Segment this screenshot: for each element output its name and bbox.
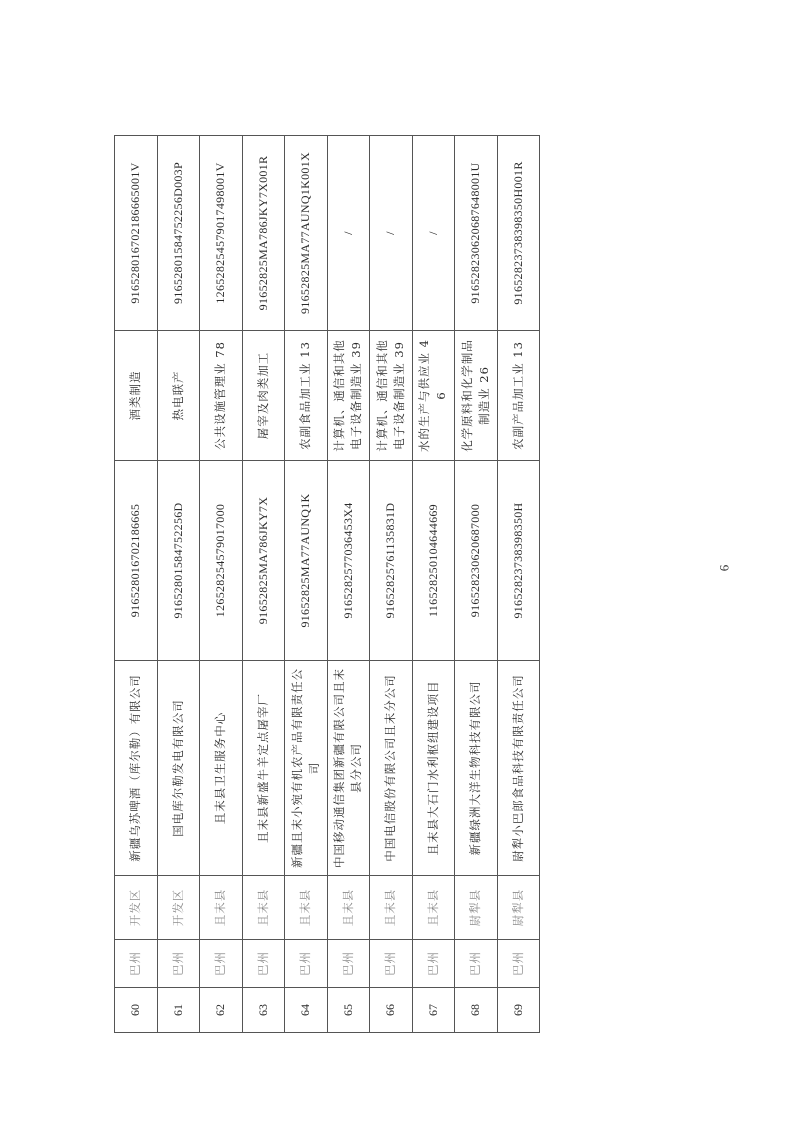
row-number: 68 — [455, 988, 498, 1033]
permit-code-cell: 91652825MA77AUNQ1K001X — [285, 136, 328, 331]
industry-cell: 农副食品加工业 13 — [285, 331, 328, 461]
row-number: 60 — [115, 988, 158, 1033]
table-row — [497, 136, 540, 1033]
permit-code-cell: / — [370, 136, 413, 331]
permit-code-cell: 91652823738398350H001R — [497, 136, 540, 331]
company-name-cell: 中国移动通信集团新疆有限公司且末县分公司 — [327, 661, 370, 876]
company-name-cell: 新疆且末小宛有机农产品有限责任公司 — [285, 661, 328, 876]
table-row — [412, 136, 455, 1033]
credit-code-cell: 916528230620687000 — [455, 461, 498, 661]
company-name-cell: 尉犁小巴郎食品科技有限责任公司 — [497, 661, 540, 876]
page-number: 6 — [716, 564, 732, 572]
industry-cell: 农副产品加工业 13 — [497, 331, 540, 461]
prefecture-cell: 巴州 — [242, 940, 285, 988]
prefecture-cell: 巴州 — [370, 940, 413, 988]
prefecture-cell: 巴州 — [327, 940, 370, 988]
county-cell: 且末县 — [242, 876, 285, 940]
industry-cell: 化学原料和化学制品制造业 26 — [455, 331, 498, 461]
county-cell: 开发区 — [115, 876, 158, 940]
credit-code-cell: 9165282577036453X4 — [327, 461, 370, 661]
company-name-cell: 且末县大石门水利枢纽建设项目 — [412, 661, 455, 876]
table-row — [285, 136, 328, 1033]
table-body — [115, 136, 540, 1033]
credit-code-cell: 91652801584752256D — [157, 461, 200, 661]
prefecture-cell: 巴州 — [497, 940, 540, 988]
credit-code-cell: 126528254579017000 — [200, 461, 243, 661]
industry-cell: 计算机、通信和其他电子设备制造业 39 — [327, 331, 370, 461]
industry-cell: 屠宰及肉类加工 — [242, 331, 285, 461]
credit-code-cell: 916528016702186665 — [115, 461, 158, 661]
county-cell: 开发区 — [157, 876, 200, 940]
industry-cell: 公共设施管理业 78 — [200, 331, 243, 461]
row-number: 66 — [370, 988, 413, 1033]
row-number: 67 — [412, 988, 455, 1033]
company-name-cell: 新疆绿洲大洋生物科技有限公司 — [455, 661, 498, 876]
prefecture-cell: 巴州 — [285, 940, 328, 988]
credit-code-cell: 91652823738398350H — [497, 461, 540, 661]
county-cell: 尉犁县 — [497, 876, 540, 940]
row-number: 64 — [285, 988, 328, 1033]
county-cell: 且末县 — [370, 876, 413, 940]
table-row — [455, 136, 498, 1033]
company-name-cell: 且末县新盛牛羊定点屠宰厂 — [242, 661, 285, 876]
table-row — [200, 136, 243, 1033]
table-container — [114, 136, 539, 1033]
county-cell: 尉犁县 — [455, 876, 498, 940]
permit-code-cell: / — [327, 136, 370, 331]
row-number: 61 — [157, 988, 200, 1033]
prefecture-cell: 巴州 — [455, 940, 498, 988]
county-cell: 且末县 — [412, 876, 455, 940]
table-row — [370, 136, 413, 1033]
permit-code-cell: 126528254579017498001V — [200, 136, 243, 331]
prefecture-cell: 巴州 — [200, 940, 243, 988]
permit-code-cell: / — [412, 136, 455, 331]
industry-cell: 水的生产与供应业 46 — [412, 331, 455, 461]
credit-code-cell: 116528250104644669 — [412, 461, 455, 661]
industry-cell: 热电联产 — [157, 331, 200, 461]
industry-cell: 酒类制造 — [115, 331, 158, 461]
company-name-cell: 新疆乌苏啤酒（库尔勒）有限公司 — [115, 661, 158, 876]
prefecture-cell: 巴州 — [115, 940, 158, 988]
table-row — [327, 136, 370, 1033]
county-cell: 且末县 — [327, 876, 370, 940]
permit-code-cell: 916528230620687648001U — [455, 136, 498, 331]
row-number: 62 — [200, 988, 243, 1033]
table-row — [157, 136, 200, 1033]
credit-code-cell: 91652825MA77AUNQ1K — [285, 461, 328, 661]
company-name-cell: 且末县卫生服务中心 — [200, 661, 243, 876]
row-number: 69 — [497, 988, 540, 1033]
permit-code-cell: 91652801584752256D003P — [157, 136, 200, 331]
county-cell: 且末县 — [285, 876, 328, 940]
enterprise-table — [114, 135, 540, 1033]
credit-code-cell: 91652825761135831D — [370, 461, 413, 661]
table-row — [115, 136, 158, 1033]
row-number: 63 — [242, 988, 285, 1033]
permit-code-cell: 91652825MA786JKY7X001R — [242, 136, 285, 331]
industry-cell: 计算机、通信和其他电子设备制造业 39 — [370, 331, 413, 461]
table-row — [242, 136, 285, 1033]
company-name-cell: 中国电信股份有限公司且末分公司 — [370, 661, 413, 876]
credit-code-cell: 91652825MA786JKY7X — [242, 461, 285, 661]
company-name-cell: 国电库尔勒发电有限公司 — [157, 661, 200, 876]
row-number: 65 — [327, 988, 370, 1033]
permit-code-cell: 916528016702186665001V — [115, 136, 158, 331]
prefecture-cell: 巴州 — [157, 940, 200, 988]
county-cell: 且末县 — [200, 876, 243, 940]
prefecture-cell: 巴州 — [412, 940, 455, 988]
